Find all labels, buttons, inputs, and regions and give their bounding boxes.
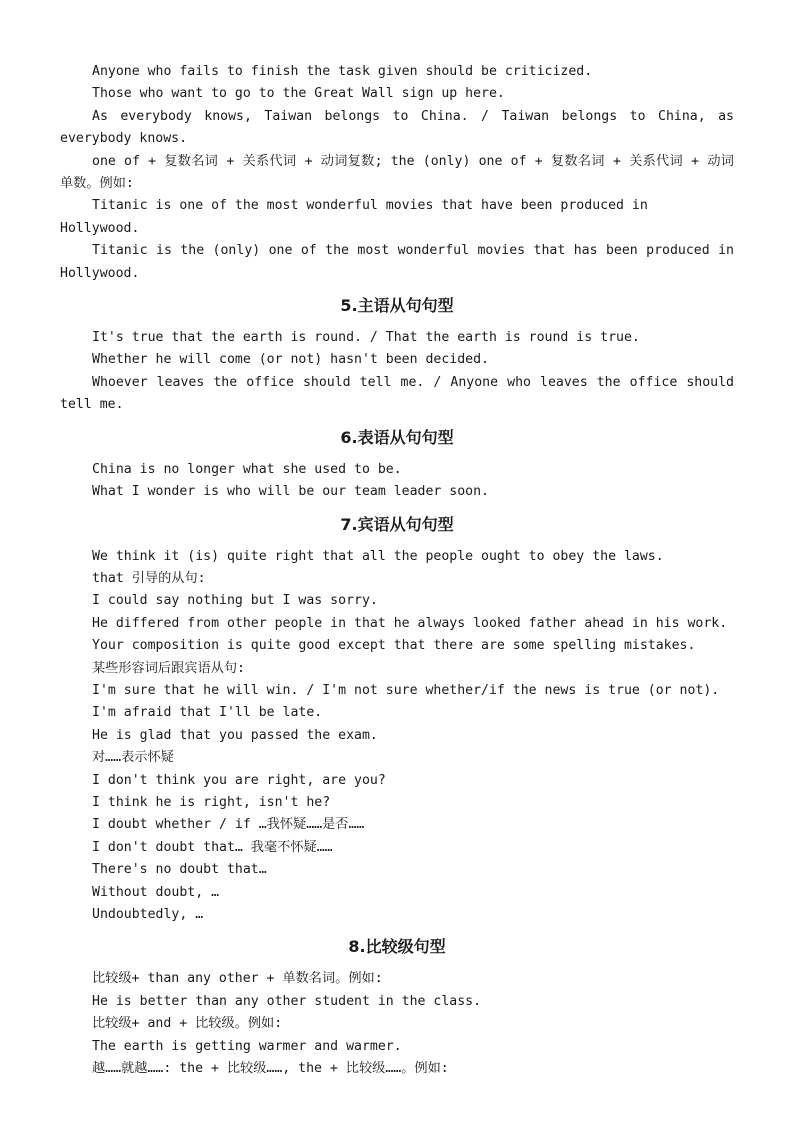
example-line: Those who want to go to the Great Wall sign up here. bbox=[92, 86, 505, 102]
example-line: Your composition is quite good except that there are some spelling mistakes. bbox=[92, 638, 696, 654]
example-line: Whoever leaves the office should tell me. / Anyone who leaves the office should tell me. bbox=[60, 374, 742, 413]
example-line: There's no doubt that… bbox=[92, 862, 267, 878]
document-page bbox=[60, 61, 742, 1080]
grammar-rule-line: one of + 复数名词 + 关系代词 + 动词复数; the (only) one of + 复数名词 + 关系代词 + 动词单数。例如: bbox=[60, 153, 734, 192]
note-line: 对……表示怀疑 bbox=[92, 750, 174, 766]
note-line: 某些形容词后跟宾语从句: bbox=[92, 660, 246, 676]
grammar-rule-line: 比较级+ and + 比较级。例如: bbox=[92, 1016, 283, 1032]
example-line: Titanic is the (only) one of the most wonderful movies that has been produced in Hollywood. bbox=[60, 243, 742, 281]
example-line: Titanic is one of the most wonderful movies that have been produced in Hollywood. bbox=[60, 198, 656, 236]
example-line: As everybody knows, Taiwan belongs to China. / Taiwan belongs to China, as everybody knows. bbox=[60, 108, 742, 147]
example-line: He is better than any other student in the class. bbox=[92, 993, 482, 1009]
section-heading-object-clause: 7.宾语从句句型 bbox=[340, 514, 454, 534]
example-line: I don't think you are right, are you? bbox=[92, 772, 386, 788]
grammar-rule-line: 比较级+ than any other + 单数名词。例如: bbox=[92, 971, 383, 987]
example-line: China is no longer what she used to be. bbox=[92, 461, 402, 477]
example-line: What I wonder is who will be our team leader soon. bbox=[92, 484, 489, 500]
example-line: It's true that the earth is round. / That the earth is round is true. bbox=[92, 330, 640, 346]
example-line: I don't doubt that… 我毫不怀疑…… bbox=[92, 839, 333, 855]
example-line: I'm sure that he will win. / I'm not sure whether/if the news is true (or not). bbox=[92, 682, 720, 698]
example-line: I could say nothing but I was sorry. bbox=[92, 593, 378, 609]
example-line: I'm afraid that I'll be late. bbox=[92, 705, 323, 721]
section-heading-comparative: 8.比较级句型 bbox=[348, 937, 446, 957]
example-line: I doubt whether / if …我怀疑……是否…… bbox=[92, 817, 365, 833]
example-line: I think he is right, isn't he? bbox=[92, 794, 331, 810]
section-heading-subject-clause: 5.主语从句句型 bbox=[340, 296, 454, 316]
example-line: He is glad that you passed the exam. bbox=[92, 727, 378, 743]
section-heading-predicative-clause: 6.表语从句句型 bbox=[340, 427, 454, 447]
example-line: Undoubtedly, … bbox=[92, 907, 204, 922]
note-line: that 引导的从句: bbox=[92, 570, 206, 586]
example-line: The earth is getting warmer and warmer. bbox=[92, 1038, 402, 1054]
example-line: Without doubt, … bbox=[92, 884, 220, 900]
example-line: Anyone who fails to finish the task given should be criticized. bbox=[92, 64, 593, 79]
example-line: He differed from other people in that he always looked father ahead in his work. bbox=[92, 615, 728, 631]
example-line: Whether he will come (or not) hasn't been decided. bbox=[92, 352, 489, 368]
grammar-rule-line: 越……就越……: the + 比较级……, the + 比较级……。例如: bbox=[92, 1061, 449, 1077]
example-line: We think it (is) quite right that all the people ought to obey the laws. bbox=[92, 548, 664, 564]
